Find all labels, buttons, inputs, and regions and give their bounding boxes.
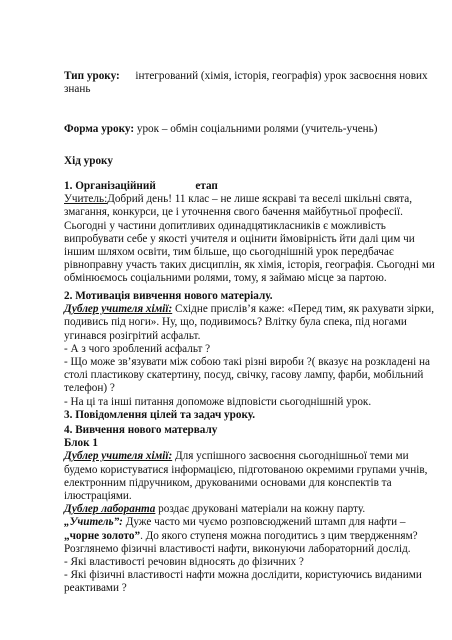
section4-line: Розглянемо фізичні властивості нафти, виконуючи лабораторний дослід. [64,542,411,555]
section1-line: змагання, конкурси, це і уточнення свого бачення майбутньої професії. [64,206,403,219]
lesson-type-cont: знань [64,83,91,96]
section-new-material [64,424,428,596]
section1-line: іншим шляхом освіти, тим більше, що сьогоднішній урок передбачає [64,246,394,259]
lesson-type-text: інтегрований (хімія, історія, географія) урок засвоєння нових [135,70,428,82]
lesson-form [64,123,394,136]
section4-p1-speaker: Дублер учителя хімії: [64,450,173,463]
section4-p3-text1: Дуже часто ми чуємо розповсюджений штамп для нафти – [122,516,406,529]
section-motivation [64,290,435,422]
section4-p3-quote: „чорне золото” [64,529,141,542]
section1-speaker: Учитель: [64,193,108,206]
section2-line: телефон) ? [64,382,115,395]
section4-line: електронним підручником, друкованими основами для конспектів та [64,476,392,489]
section2-line: - Що може зв’язувати між собою такі різні вироби ?( вказує на розкладені на [64,356,430,369]
section1-line: обмінюємось соціальними ролями, тому, я займаю місце за партою. [64,272,387,285]
section2-line: угинався розігрітий асфальт. [64,329,201,342]
section4-p2-text: роздає друковані матеріали на кожну парту. [155,503,366,516]
lesson-form-text: урок – обмін соціальними ролями (учитель-учень) [136,123,378,135]
section1-line: Сьогодні у частини допитливих одинадцятикласників є можливість [64,219,386,232]
section2-title: 2. Мотивація вивчення нового матеріалу. [64,290,273,302]
section-organizational [64,180,435,286]
course-heading [64,155,394,168]
section2-speaker: Дублер учителя хімії: [64,303,173,316]
section2-line: - На ці та інші питання допоможе відповісти сьогоднішній урок. [64,395,372,408]
course-heading-text: Хід уроку [64,155,113,167]
section1-line: рівноправну участь таких дисциплін, як хімія, історія, географія. Сьогодні ми [64,259,435,272]
section1-line: випробувати себе у якості учителя и оцінити ймовірність йти далі цим чи [64,232,415,245]
section4-p3-speaker: „Учитель”: [64,516,123,529]
section4-line: будемо користуватися інформацією, підготованою окремими групами учнів, [64,463,428,476]
section4-title: 4. Вивчення нового матервалу [64,424,218,436]
lesson-form-label: Форма уроку: [64,123,135,135]
section2-line: подивись під ноги». Ну, що, подивимось? Влітку була спека, під ногами [64,316,407,329]
section2-line: столі пластикову скатертину, посуд, свічку, гасову лампу, фарби, мобільний [64,369,424,382]
section2-line: - А з чого зроблений асфальт ? [64,342,211,355]
section1-line: Добрий день! 11 клас – не лише яскраві та веселі шкільні свята, [107,193,413,206]
section2-line: Східне прислів’я каже: «Перед тим, як рахувати зірки, [172,303,435,316]
section3-title: 3. Повідомлення цілей та задач уроку. [64,408,256,421]
section4-block: Блок 1 [64,437,98,450]
section4-line: ілюстраціями. [64,490,132,503]
section1-title-a: 1. Організаційний [64,180,156,192]
section1-title-b: етап [195,180,218,192]
section4-line: реактивами ? [64,582,127,595]
section4-p3-text2: . До якого ступеня можна погодитись з цим твердженням? [140,529,418,542]
section4-line: - Які фізичні властивості нафти можна дослідити, користуючись виданими [64,569,422,582]
section4-line: Для успішного засвоєння сьогоднішньої теми ми [172,450,409,463]
section4-line: - Які властивості речовин відносять до фізичних ? [64,556,304,569]
lesson-type [64,70,428,96]
section4-p2-speaker: Дублер лаборанта [64,503,156,516]
lesson-type-label: Тип уроку: [64,70,120,82]
